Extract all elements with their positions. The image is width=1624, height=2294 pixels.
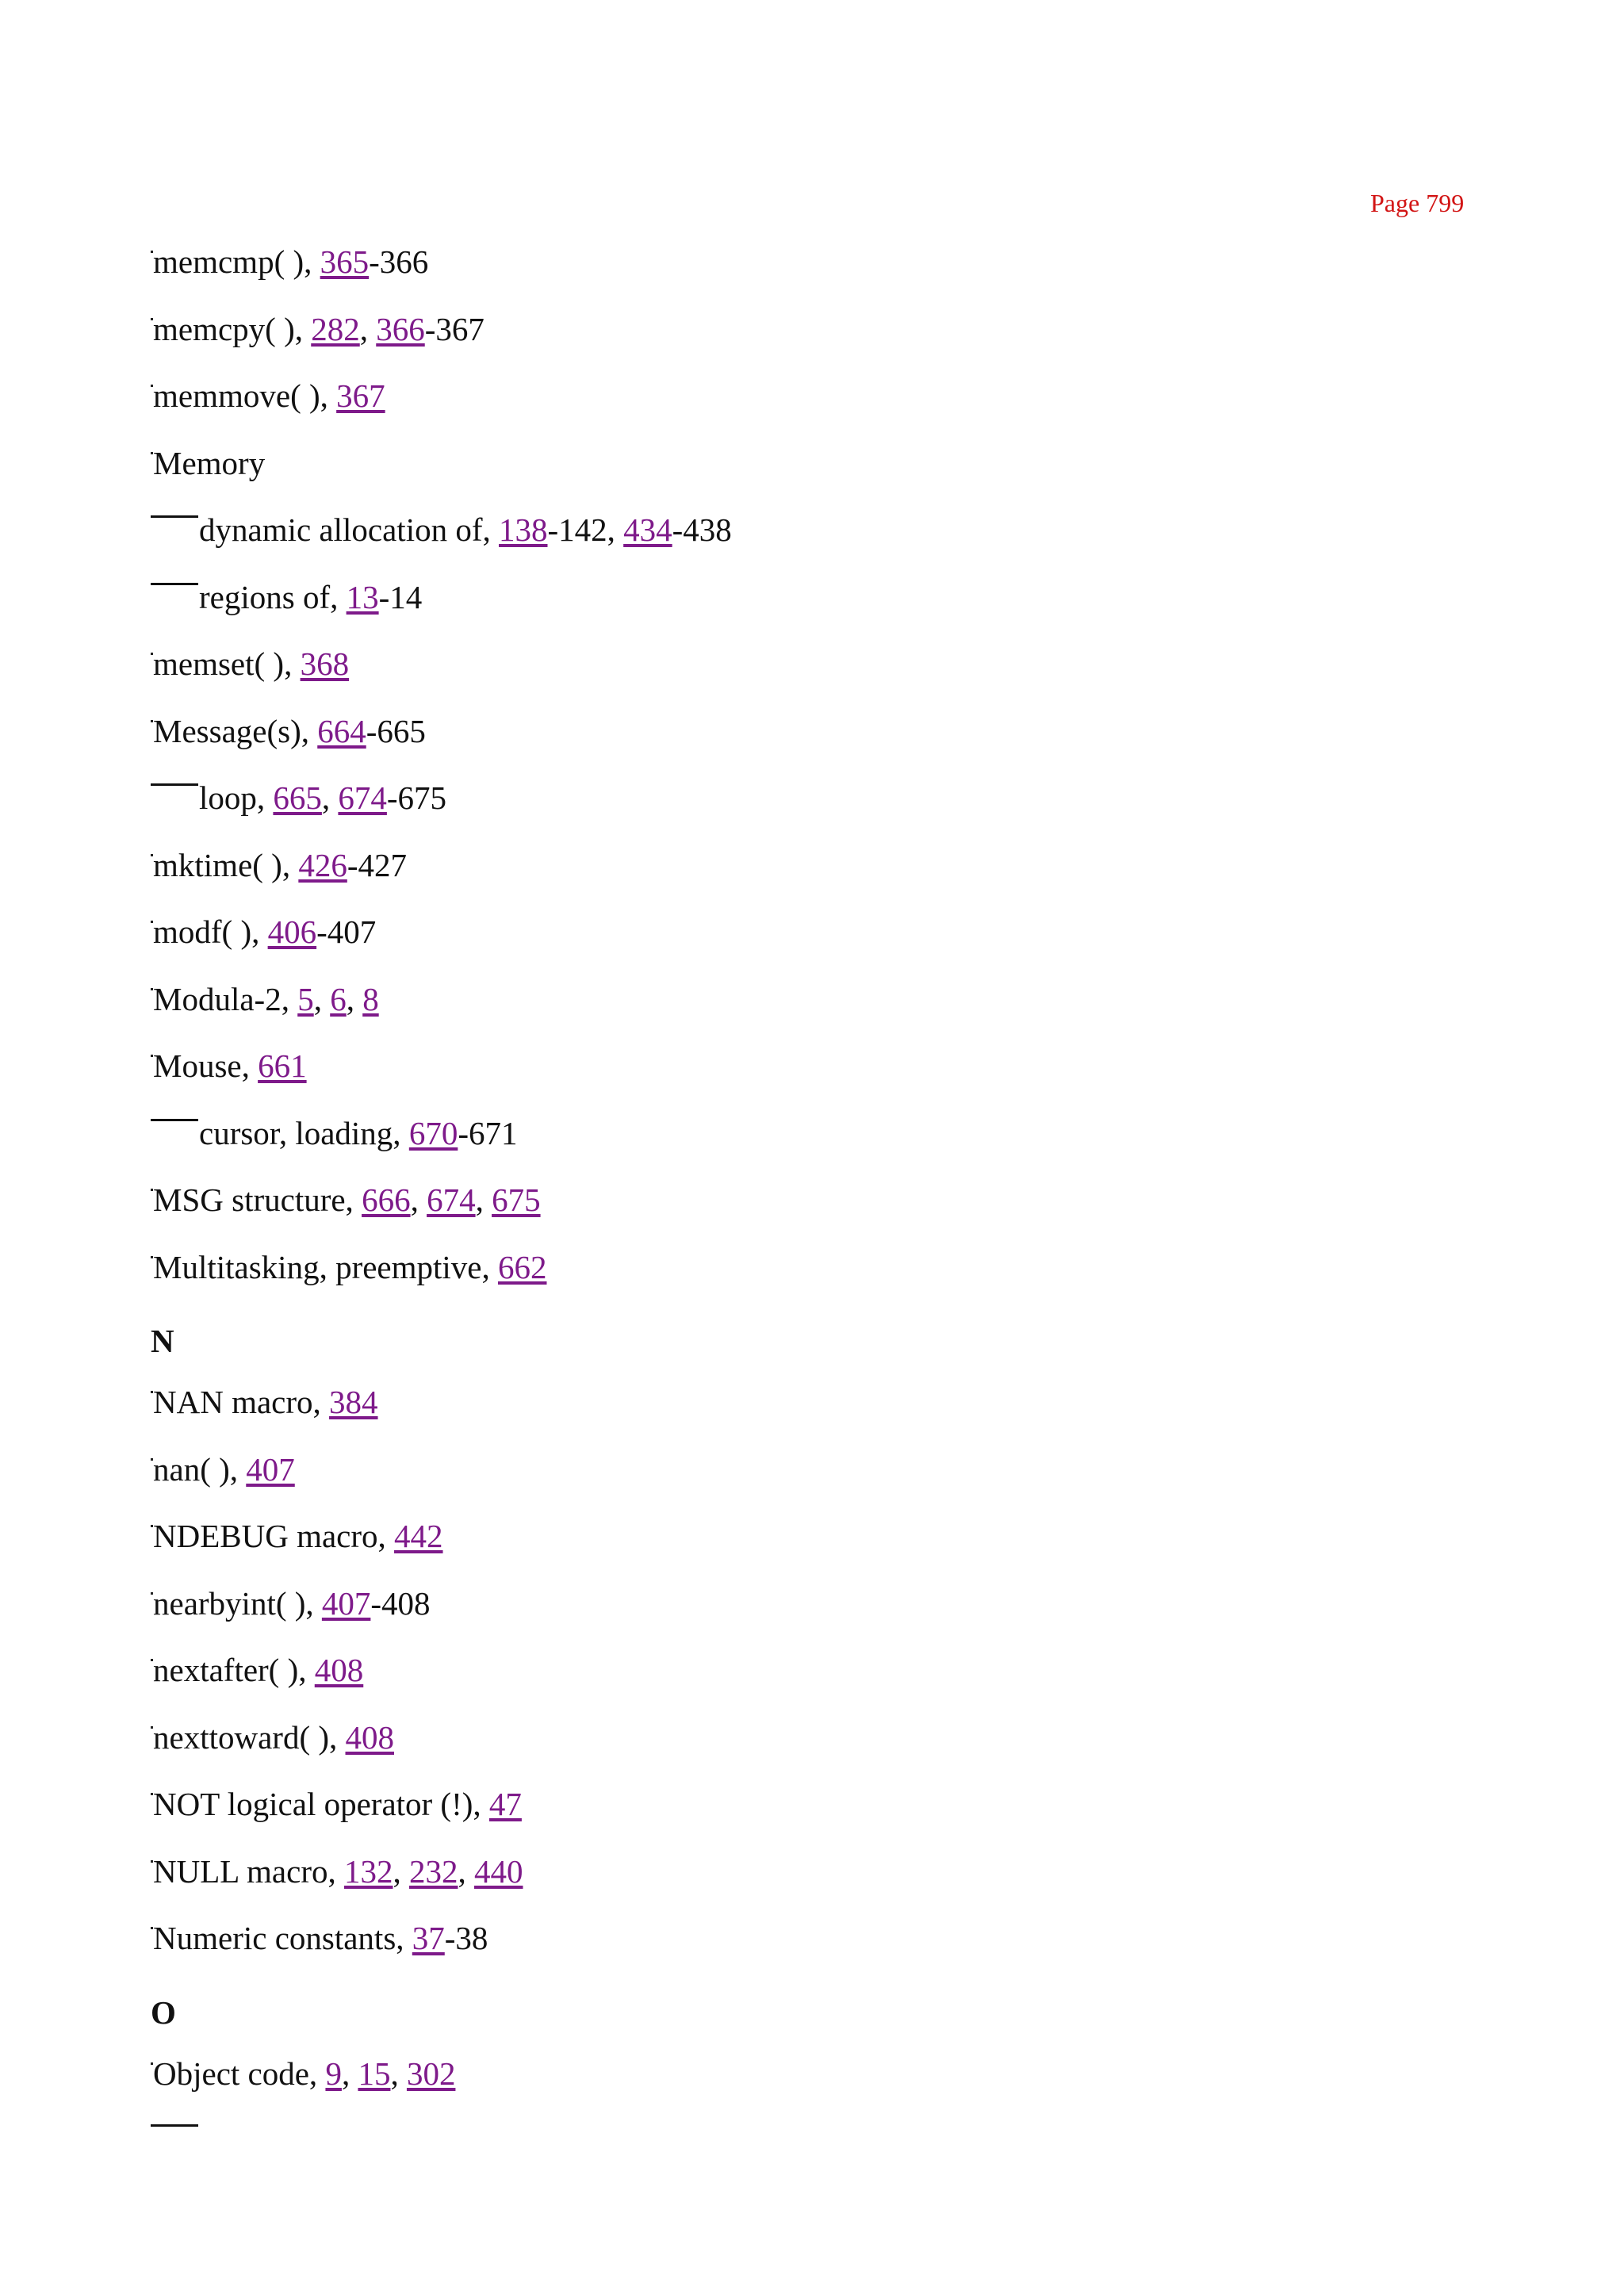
page-link[interactable]: 282 <box>311 310 360 347</box>
page-link[interactable]: 232 <box>408 1852 458 1890</box>
page-link[interactable]: 426 <box>298 846 347 883</box>
page-range-end: -38 <box>444 1920 488 1956</box>
index-term: nexttoward( ), <box>153 1718 346 1756</box>
index-entry <box>151 1042 1499 1109</box>
page-link[interactable]: 661 <box>258 1047 307 1084</box>
index-term: memcmp( ), <box>153 243 320 280</box>
index-entry <box>151 1446 1499 1513</box>
ref-separator: , <box>458 1852 474 1890</box>
index-term: Mouse, <box>153 1047 259 1084</box>
page-link[interactable]: 37 <box>412 1920 445 1956</box>
ref-separator: , <box>607 511 624 548</box>
page-range-end: -14 <box>378 578 423 615</box>
index-term: modf( ), <box>153 913 268 950</box>
page-link[interactable]: 8 <box>362 980 379 1017</box>
index-subentry <box>151 573 1499 641</box>
page-link[interactable]: 6 <box>330 980 347 1017</box>
index-entry <box>151 1914 1499 1982</box>
page-number: Page 799 <box>1370 189 1465 217</box>
page-link[interactable]: 434 <box>623 511 672 548</box>
index-term: Memory <box>153 444 266 481</box>
index-term: N <box>151 1323 174 1359</box>
page-link[interactable]: 666 <box>362 1181 411 1218</box>
page-link[interactable]: 5 <box>297 980 314 1017</box>
index-term: nan( ), <box>153 1450 247 1488</box>
index-entry <box>151 1848 1499 1915</box>
page-range-end: -407 <box>316 913 377 950</box>
index-term: cursor, loading, <box>199 1114 409 1151</box>
index-term: Modula-2, <box>153 980 298 1017</box>
ref-separator: , <box>321 779 339 816</box>
ref-separator: , <box>359 310 377 347</box>
index-entry <box>151 1176 1499 1243</box>
index-entry <box>151 975 1499 1043</box>
page-link[interactable]: 13 <box>346 578 379 615</box>
page-link[interactable]: 442 <box>394 1518 443 1554</box>
page-link[interactable]: 9 <box>325 2055 342 2092</box>
index-entry <box>151 1580 1499 1647</box>
page-link[interactable]: 408 <box>314 1652 364 1688</box>
index-term: O <box>151 1993 176 2031</box>
index-entry <box>151 238 1499 305</box>
ref-separator: , <box>393 1852 409 1890</box>
page-range-end: -665 <box>366 712 426 749</box>
page-link[interactable]: 665 <box>273 779 322 816</box>
page-link[interactable]: 406 <box>267 913 317 950</box>
ref-separator: , <box>390 2055 407 2092</box>
index-subentry <box>151 1109 1499 1177</box>
index-entry <box>151 372 1499 439</box>
index-term: NOT logical operator (!), <box>153 1786 489 1822</box>
page-link[interactable]: 302 <box>406 2055 456 2092</box>
page-range-end: -366 <box>369 243 429 280</box>
page-link[interactable]: 662 <box>497 1248 547 1285</box>
index-term: Message(s), <box>153 712 318 749</box>
ref-separator: , <box>475 1181 492 1218</box>
page-link[interactable]: 132 <box>343 1852 393 1890</box>
index-term: loop, <box>199 779 274 816</box>
index-subentry <box>151 506 1499 573</box>
index-entry <box>151 1378 1499 1446</box>
index-term: Object code, <box>153 2055 326 2092</box>
ref-separator: , <box>341 2055 358 2092</box>
index-entry <box>151 908 1499 975</box>
page-range-end: -427 <box>347 846 407 883</box>
page-range-end: -142 <box>547 511 607 548</box>
page-link[interactable]: 440 <box>473 1852 523 1890</box>
index-section-heading <box>151 1310 1499 1378</box>
index-entry <box>151 439 1499 507</box>
index-entry <box>151 305 1499 373</box>
index-term: Multitasking, preemptive, <box>153 1248 498 1285</box>
ref-separator: , <box>313 980 331 1017</box>
page-range-end: -675 <box>386 779 447 816</box>
ref-separator: , <box>410 1181 427 1218</box>
page-link[interactable]: 366 <box>376 310 425 347</box>
index-term: memmove( ), <box>153 377 337 414</box>
index-term: Numeric constants, <box>153 1920 412 1956</box>
page-range-end: -438 <box>672 511 732 548</box>
page-link[interactable]: 368 <box>300 645 350 682</box>
page-range-end: -367 <box>424 310 485 347</box>
page-range-end: -408 <box>370 1584 431 1622</box>
index-term: memset( ), <box>153 645 301 682</box>
index-term: memcpy( ), <box>153 310 312 347</box>
index-term: MSG structure, <box>153 1181 362 1218</box>
page-link[interactable]: 674 <box>338 779 387 816</box>
index-term: NDEBUG macro, <box>153 1518 395 1554</box>
index-section-heading <box>151 1982 1499 2050</box>
index-continuation-rule <box>151 2116 1499 2140</box>
page-link[interactable]: 670 <box>408 1114 458 1151</box>
page-link[interactable]: 47 <box>488 1786 522 1822</box>
index-term: NULL macro, <box>153 1852 344 1890</box>
ref-separator: , <box>346 980 363 1017</box>
page-link[interactable]: 664 <box>317 712 366 749</box>
page-link[interactable]: 407 <box>246 1450 295 1488</box>
index-entry <box>151 640 1499 707</box>
index-entry <box>151 2050 1499 2117</box>
page-link[interactable]: 408 <box>345 1718 394 1756</box>
index-entry <box>151 1646 1499 1714</box>
page-link[interactable]: 15 <box>358 2055 391 2092</box>
index-term: mktime( ), <box>153 846 299 883</box>
index-entry <box>151 841 1499 909</box>
page-link[interactable]: 138 <box>499 511 548 548</box>
page-link[interactable]: 367 <box>336 377 385 414</box>
index-entry <box>151 1714 1499 1781</box>
index-term: nextafter( ), <box>153 1652 315 1688</box>
page-range-end: -671 <box>458 1114 518 1151</box>
index-entry <box>151 1780 1499 1848</box>
page-link[interactable]: 365 <box>320 243 370 280</box>
index-subentry <box>151 774 1499 841</box>
page-link[interactable]: 674 <box>427 1181 476 1218</box>
page-link[interactable]: 675 <box>492 1181 541 1218</box>
page-link[interactable]: 407 <box>321 1584 371 1622</box>
index-term: dynamic allocation of, <box>199 511 499 548</box>
index-entry <box>151 707 1499 775</box>
index-term: regions of, <box>199 578 347 615</box>
index-term: nearbyint( ), <box>153 1584 322 1622</box>
index-term: NAN macro, <box>153 1384 330 1420</box>
index-entry <box>151 1512 1499 1580</box>
index-entries <box>151 238 1499 2140</box>
index-entry <box>151 1243 1499 1311</box>
page-link[interactable]: 384 <box>329 1384 378 1420</box>
